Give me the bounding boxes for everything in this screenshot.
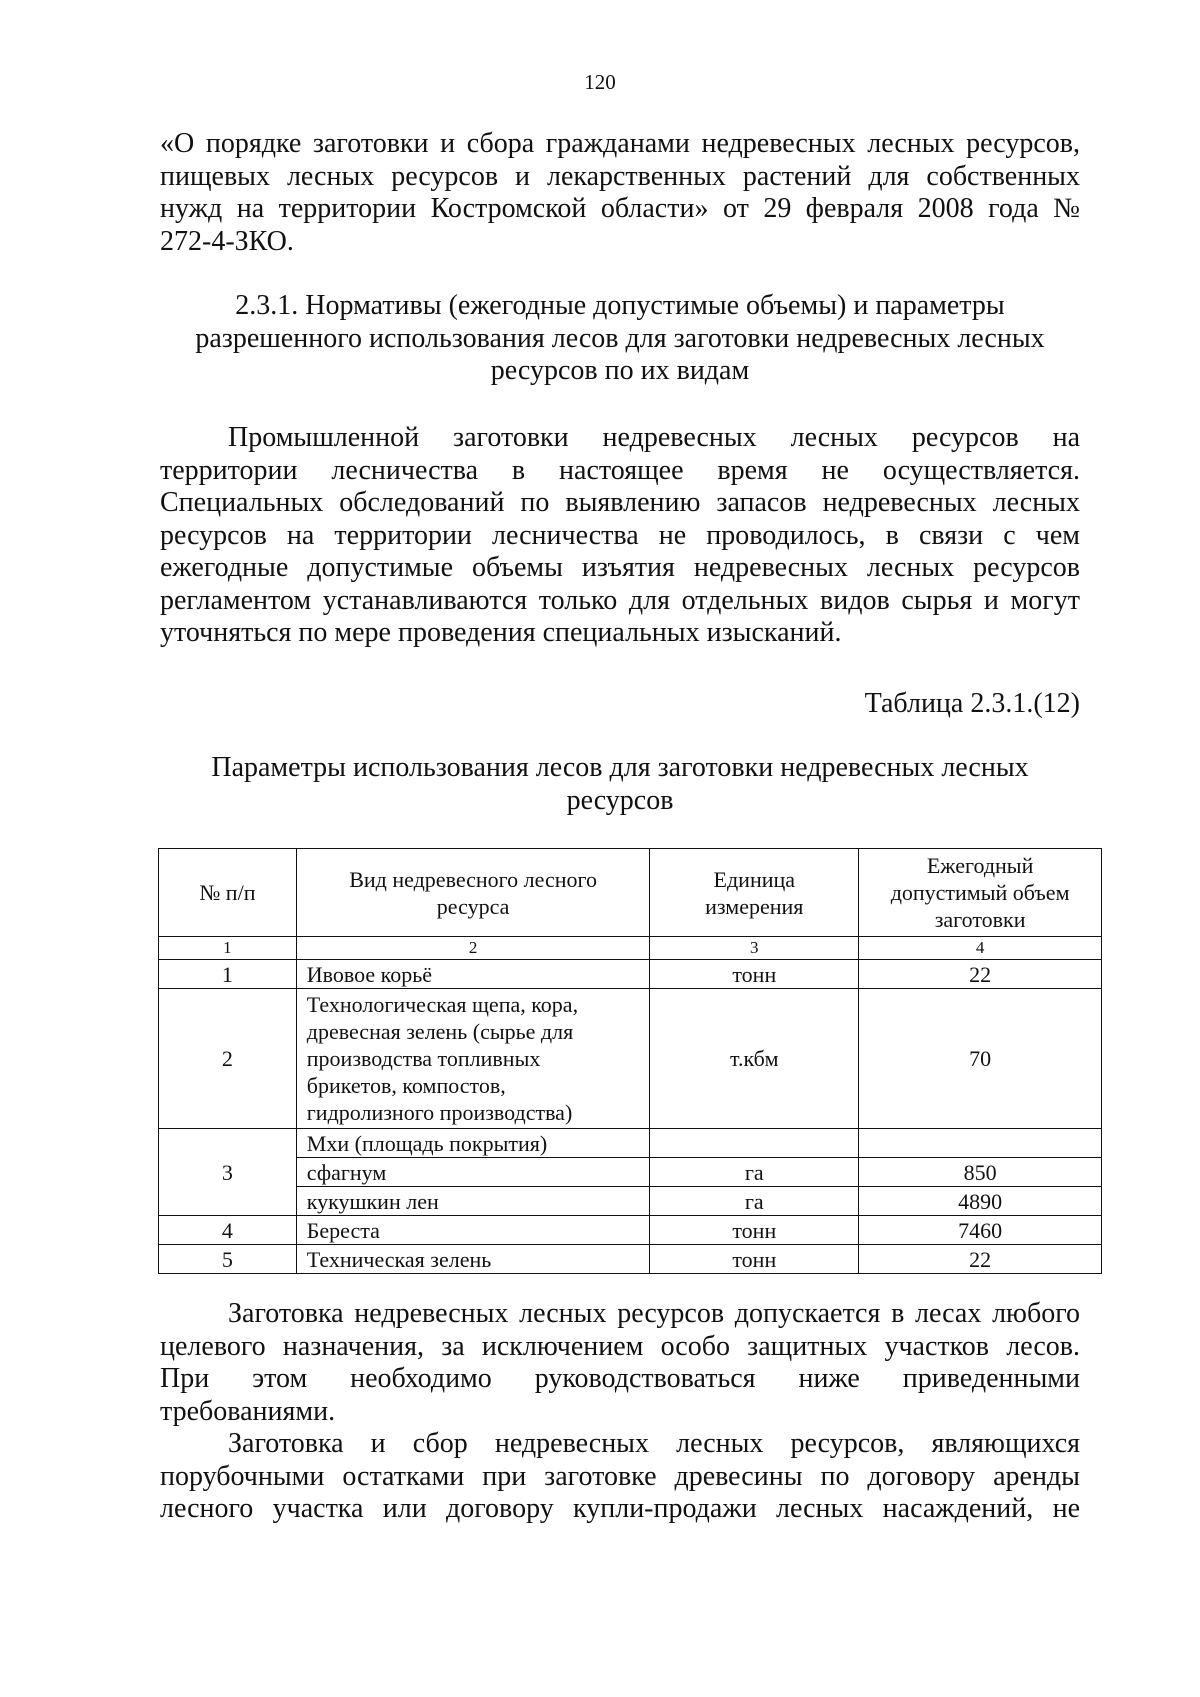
- text-line: требованиями.: [160, 1395, 336, 1427]
- text-line: территории лесничества в настоящее время не осуществляется.: [160, 454, 1080, 486]
- resource-name: сфагнум: [296, 1158, 650, 1187]
- row-num: 4: [159, 1216, 297, 1245]
- section-heading: [160, 290, 1080, 388]
- header-resource-type: Вид недревесного лесного ресурса: [296, 849, 650, 937]
- resource-name: Мхи (площадь покрытия): [296, 1129, 650, 1158]
- unit: га: [650, 1187, 859, 1216]
- unit: га: [650, 1158, 859, 1187]
- text-line: При этом необходимо руководствоваться ниже приведенными: [160, 1363, 1080, 1394]
- row-num: 1: [159, 960, 297, 989]
- resource-name: Техническая зелень: [296, 1245, 650, 1274]
- row-num: 5: [159, 1245, 297, 1274]
- text-line: Заготовка и сбор недревесных лесных ресурсов, являющихся: [228, 1428, 1080, 1459]
- text-line: уточняться по мере проведения специальных изысканий.: [160, 617, 842, 648]
- text-line: ежегодные допустимые объемы изъятия недревесных лесных ресурсов: [160, 552, 1080, 583]
- annual-volume: 850: [859, 1158, 1102, 1187]
- paragraph-3: [160, 1428, 1080, 1526]
- resource-name: Технологическая щепа, кора, древесная зелень (сырье для производства топливных брикетов, компостов, гидролизного производства): [296, 989, 650, 1129]
- resource-name: Береста: [296, 1216, 650, 1245]
- column-number: 2: [296, 937, 650, 960]
- table-label: Таблица 2.3.1.(12): [864, 688, 1080, 719]
- header-unit: Единица измерения: [650, 849, 859, 937]
- table-row: [159, 1129, 1102, 1158]
- table-row: [159, 1216, 1102, 1245]
- text-line: Заготовка недревесных лесных ресурсов допускается в лесах любого: [228, 1298, 1080, 1329]
- table-row: [159, 989, 1102, 1129]
- annual-volume: 22: [859, 960, 1102, 989]
- intro-paragraph: [160, 128, 1080, 258]
- annual-volume: [859, 1129, 1102, 1158]
- table-row: [159, 1187, 1102, 1216]
- annual-volume: 70: [859, 989, 1102, 1129]
- resource-name: кукушкин лен: [296, 1187, 650, 1216]
- text-line: целевого назначения, за исключением особо защитных участков лесов.: [160, 1330, 1080, 1362]
- annual-volume: 7460: [859, 1216, 1102, 1245]
- annual-volume: 4890: [859, 1187, 1102, 1216]
- row-num: 3: [159, 1129, 297, 1216]
- table-title: [160, 752, 1080, 817]
- unit: тонн: [650, 1216, 859, 1245]
- text-line: лесного участка или договору купли-продажи лесных насаждений, не: [160, 1493, 1080, 1524]
- resource-name: Ивовое корьё: [296, 960, 650, 989]
- resources-table: [158, 848, 1102, 1274]
- column-number: 4: [859, 937, 1102, 960]
- heading-line: ресурсов по их видам: [490, 355, 750, 386]
- text-line: «О порядке заготовки и сбора гражданами недревесных лесных ресурсов,: [160, 128, 1080, 159]
- text-line: Промышленной заготовки недревесных лесных ресурсов на: [228, 422, 1080, 453]
- unit: тонн: [650, 960, 859, 989]
- paragraph-1: [160, 422, 1080, 650]
- heading-line: разрешенного использования лесов для заготовки недревесных лесных: [195, 322, 1045, 354]
- text-line: Специальных обследований по выявлению запасов недревесных лесных: [160, 487, 1080, 518]
- text-line: 272-4-ЗКО.: [160, 225, 294, 257]
- header-volume: Ежегодный допустимый объем заготовки: [859, 849, 1102, 937]
- table-header-row: [159, 849, 1102, 937]
- text-line: ресурсов на территории лесничества не проводилось, в связи с чем: [160, 519, 1080, 551]
- unit: [650, 1129, 859, 1158]
- title-line: Параметры использования лесов для заготовки недревесных лесных: [211, 752, 1029, 783]
- text-line: нужд на территории Костромской области» от 29 февраля 2008 года №: [160, 193, 1080, 224]
- table-row: [159, 960, 1102, 989]
- column-number: 1: [159, 937, 297, 960]
- header-num: № п/п: [159, 849, 297, 937]
- page-number: 120: [584, 70, 616, 94]
- text-line: регламентом устанавливаются только для отдельных видов сырья и могут: [160, 584, 1080, 616]
- text-line: пищевых лесных ресурсов и лекарственных растений для собственных: [160, 160, 1080, 192]
- annual-volume: 22: [859, 1245, 1102, 1274]
- column-number-row: [159, 937, 1102, 960]
- unit: тонн: [650, 1245, 859, 1274]
- title-line: ресурсов: [566, 784, 674, 816]
- heading-line: 2.3.1. Нормативы (ежегодные допустимые объемы) и параметры: [235, 290, 1005, 321]
- row-num: 2: [159, 989, 297, 1129]
- unit: т.кбм: [650, 989, 859, 1129]
- column-number: 3: [650, 937, 859, 960]
- text-line: порубочными остатками при заготовке древесины по договору аренды: [160, 1460, 1080, 1492]
- paragraph-2: [160, 1298, 1080, 1428]
- table-row: [159, 1158, 1102, 1187]
- table-row: [159, 1245, 1102, 1274]
